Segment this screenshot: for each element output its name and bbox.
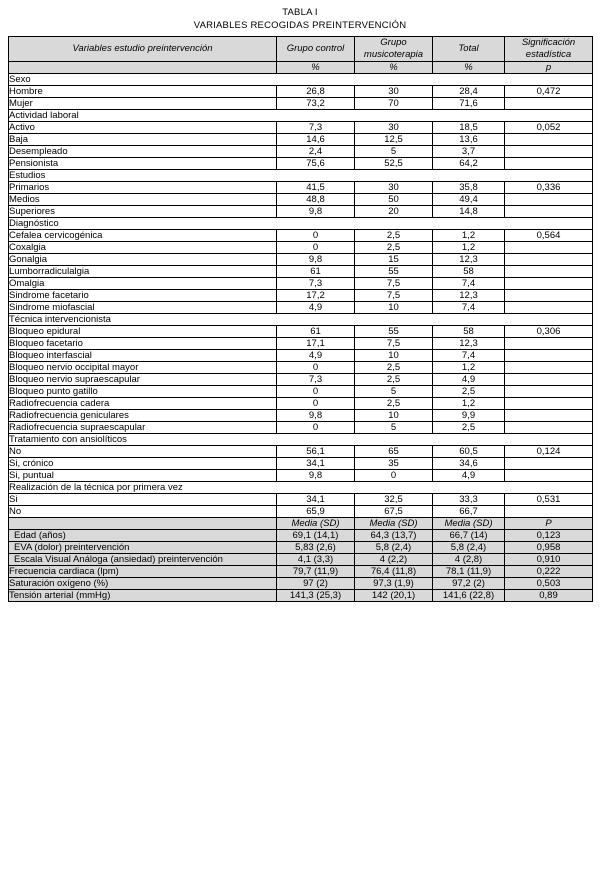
row-value-3 <box>505 338 593 350</box>
row-value-2: 66,7 <box>433 506 505 518</box>
row-value-2: 4,9 <box>433 374 505 386</box>
table-row <box>9 98 593 110</box>
row-value-2: 7,4 <box>433 278 505 290</box>
numeric-row-value-2: 78,1 (11,9) <box>433 566 505 578</box>
row-label: Superiores <box>9 206 277 218</box>
row-value-3 <box>505 98 593 110</box>
numeric-row-value-0: 97 (2) <box>277 578 355 590</box>
row-value-3 <box>505 242 593 254</box>
row-value-3 <box>505 266 593 278</box>
table-row <box>9 326 593 338</box>
table-row <box>9 338 593 350</box>
row-value-0: 65,9 <box>277 506 355 518</box>
row-value-2: 14,8 <box>433 206 505 218</box>
section-row <box>9 218 593 230</box>
row-value-1: 12,5 <box>355 134 433 146</box>
row-value-3: 0,531 <box>505 494 593 506</box>
row-label: Radiofrecuencia supraescapular <box>9 422 277 434</box>
row-value-1: 2,5 <box>355 374 433 386</box>
section-title: Realización de la técnica por primera vez <box>9 482 593 494</box>
row-label: Coxalgia <box>9 242 277 254</box>
row-value-3: 0,564 <box>505 230 593 242</box>
table-title-block <box>8 6 592 32</box>
table-row <box>9 122 593 134</box>
row-value-3 <box>505 458 593 470</box>
header-cell-grupo-control: Grupo control <box>277 37 355 62</box>
table-row <box>9 266 593 278</box>
numeric-row-value-2: 5,8 (2,4) <box>433 542 505 554</box>
row-value-1: 70 <box>355 98 433 110</box>
table-row <box>9 206 593 218</box>
row-value-0: 9,8 <box>277 410 355 422</box>
row-value-3: 0,124 <box>505 446 593 458</box>
row-value-2: 58 <box>433 326 505 338</box>
subheader-cell-pct-total: % <box>433 62 505 74</box>
row-value-1: 7,5 <box>355 278 433 290</box>
row-value-0: 26,8 <box>277 86 355 98</box>
row-label: Si <box>9 494 277 506</box>
row-value-2: 12,3 <box>433 338 505 350</box>
row-value-0: 7,3 <box>277 278 355 290</box>
row-value-2: 4,9 <box>433 470 505 482</box>
data-table <box>8 36 593 602</box>
row-label: Omalgia <box>9 278 277 290</box>
row-value-2: 1,2 <box>433 398 505 410</box>
row-label: Mujer <box>9 98 277 110</box>
row-value-0: 34,1 <box>277 494 355 506</box>
table-row <box>9 350 593 362</box>
header-cell-significacion: Significación estadística <box>505 37 593 62</box>
numeric-row <box>9 566 593 578</box>
row-value-1: 65 <box>355 446 433 458</box>
media-header-blank <box>9 518 277 530</box>
row-label: Medios <box>9 194 277 206</box>
table-row <box>9 158 593 170</box>
row-value-3 <box>505 134 593 146</box>
table-title: VARIABLES RECOGIDAS PREINTERVENCIÓN <box>193 20 407 31</box>
row-value-1: 52,5 <box>355 158 433 170</box>
row-value-2: 35,8 <box>433 182 505 194</box>
row-value-0: 17,2 <box>277 290 355 302</box>
numeric-row-label: EVA (dolor) preintervención <box>9 542 277 554</box>
row-label: Sindrome miofascial <box>9 302 277 314</box>
table-row <box>9 86 593 98</box>
row-label: Radiofrecuencia cadera <box>9 398 277 410</box>
row-value-3 <box>505 386 593 398</box>
row-label: Bloqueo facetario <box>9 338 277 350</box>
row-value-3: 0,472 <box>505 86 593 98</box>
row-value-2: 2,5 <box>433 422 505 434</box>
numeric-row-label: Edad (años) <box>9 530 277 542</box>
row-value-2: 18,5 <box>433 122 505 134</box>
row-value-0: 48,8 <box>277 194 355 206</box>
section-row <box>9 434 593 446</box>
numeric-row-value-1: 76,4 (11,8) <box>355 566 433 578</box>
row-label: Bloqueo epidural <box>9 326 277 338</box>
row-value-1: 2,5 <box>355 242 433 254</box>
numeric-row-value-0: 69,1 (14,1) <box>277 530 355 542</box>
row-value-1: 55 <box>355 326 433 338</box>
subheader-cell-pct-control: % <box>277 62 355 74</box>
row-value-1: 7,5 <box>355 338 433 350</box>
numeric-row-value-1: 64,3 (13,7) <box>355 530 433 542</box>
row-value-1: 5 <box>355 146 433 158</box>
row-value-1: 15 <box>355 254 433 266</box>
row-value-1: 30 <box>355 86 433 98</box>
row-value-2: 34,6 <box>433 458 505 470</box>
numeric-row-value-3: 0,910 <box>505 554 593 566</box>
row-value-1: 32,5 <box>355 494 433 506</box>
row-value-2: 71,6 <box>433 98 505 110</box>
section-title: Estudios <box>9 170 593 182</box>
row-value-1: 5 <box>355 386 433 398</box>
table-row <box>9 494 593 506</box>
row-label: Bloqueo nervio occipital mayor <box>9 362 277 374</box>
row-label: Bloqueo interfascial <box>9 350 277 362</box>
section-title: Sexo <box>9 74 593 86</box>
row-value-3 <box>505 374 593 386</box>
row-value-0: 17,1 <box>277 338 355 350</box>
numeric-row-value-2: 97,2 (2) <box>433 578 505 590</box>
numeric-row <box>9 530 593 542</box>
row-value-1: 2,5 <box>355 230 433 242</box>
row-value-1: 10 <box>355 410 433 422</box>
row-label: Gonalgia <box>9 254 277 266</box>
row-value-1: 55 <box>355 266 433 278</box>
row-value-1: 2,5 <box>355 362 433 374</box>
table-number: TABLA I <box>282 7 318 18</box>
numeric-row-value-0: 5,83 (2,6) <box>277 542 355 554</box>
row-value-0: 75,6 <box>277 158 355 170</box>
table-row <box>9 506 593 518</box>
table-row <box>9 194 593 206</box>
row-value-3: 0,052 <box>505 122 593 134</box>
subheader-cell-p: p <box>505 62 593 74</box>
row-value-1: 20 <box>355 206 433 218</box>
row-value-0: 0 <box>277 242 355 254</box>
table-row <box>9 470 593 482</box>
row-label: No <box>9 506 277 518</box>
row-value-2: 28,4 <box>433 86 505 98</box>
numeric-row-value-3: 0,503 <box>505 578 593 590</box>
numeric-row-value-1: 142 (20,1) <box>355 590 433 602</box>
media-header-2: Media (SD) <box>433 518 505 530</box>
numeric-row-value-1: 4 (2,2) <box>355 554 433 566</box>
numeric-row <box>9 554 593 566</box>
section-title: Tratamiento con ansiolíticos <box>9 434 593 446</box>
table-header-row <box>9 37 593 62</box>
row-value-1: 2,5 <box>355 398 433 410</box>
row-value-3 <box>505 194 593 206</box>
row-value-1: 30 <box>355 122 433 134</box>
row-value-3 <box>505 302 593 314</box>
row-value-0: 0 <box>277 422 355 434</box>
numeric-row <box>9 578 593 590</box>
row-value-2: 12,3 <box>433 254 505 266</box>
row-value-3 <box>505 290 593 302</box>
row-value-3 <box>505 278 593 290</box>
section-row <box>9 314 593 326</box>
row-value-0: 7,3 <box>277 374 355 386</box>
table-row <box>9 446 593 458</box>
header-cell-total: Total <box>433 37 505 62</box>
section-title: Técnica intervencionista <box>9 314 593 326</box>
row-value-2: 2,5 <box>433 386 505 398</box>
row-value-2: 7,4 <box>433 302 505 314</box>
numeric-row-value-0: 79,7 (11,9) <box>277 566 355 578</box>
row-value-0: 14,6 <box>277 134 355 146</box>
row-value-0: 9,8 <box>277 470 355 482</box>
section-title: Diagnóstico <box>9 218 593 230</box>
row-value-2: 58 <box>433 266 505 278</box>
numeric-row-value-0: 141,3 (25,3) <box>277 590 355 602</box>
row-label: Si, puntual <box>9 470 277 482</box>
row-value-3 <box>505 254 593 266</box>
row-value-3 <box>505 206 593 218</box>
row-value-2: 49,4 <box>433 194 505 206</box>
row-value-3 <box>505 146 593 158</box>
row-label: Baja <box>9 134 277 146</box>
row-value-1: 67,5 <box>355 506 433 518</box>
row-label: Sindrome facetario <box>9 290 277 302</box>
numeric-row-value-2: 66,7 (14) <box>433 530 505 542</box>
numeric-row-value-0: 4,1 (3,3) <box>277 554 355 566</box>
table-row <box>9 254 593 266</box>
row-label: Lumborradiculalgia <box>9 266 277 278</box>
row-value-0: 0 <box>277 230 355 242</box>
media-header-0: Media (SD) <box>277 518 355 530</box>
table-row <box>9 374 593 386</box>
row-value-0: 0 <box>277 386 355 398</box>
numeric-row-value-1: 97,3 (1,9) <box>355 578 433 590</box>
numeric-row-value-3: 0,958 <box>505 542 593 554</box>
table-row <box>9 242 593 254</box>
row-value-2: 7,4 <box>433 350 505 362</box>
table-row <box>9 410 593 422</box>
table-row <box>9 290 593 302</box>
row-label: Activo <box>9 122 277 134</box>
row-value-0: 41,5 <box>277 182 355 194</box>
row-value-1: 0 <box>355 470 433 482</box>
header-cell-variables: Variables estudio preintervención <box>9 37 277 62</box>
row-value-2: 3,7 <box>433 146 505 158</box>
section-row <box>9 170 593 182</box>
row-value-3 <box>505 410 593 422</box>
row-value-2: 1,2 <box>433 242 505 254</box>
row-value-0: 2,4 <box>277 146 355 158</box>
subheader-cell-blank <box>9 62 277 74</box>
table-row <box>9 182 593 194</box>
numeric-row-label: Escala Visual Análoga (ansiedad) preintervención <box>9 554 277 566</box>
row-label: Bloqueo nervio supraescapular <box>9 374 277 386</box>
row-value-0: 61 <box>277 266 355 278</box>
row-label: Hombre <box>9 86 277 98</box>
row-value-2: 12,3 <box>433 290 505 302</box>
numeric-row-value-1: 5,8 (2,4) <box>355 542 433 554</box>
row-value-1: 7,5 <box>355 290 433 302</box>
row-label: Primarios <box>9 182 277 194</box>
row-label: Cefalea cervicogénica <box>9 230 277 242</box>
row-value-0: 9,8 <box>277 254 355 266</box>
subheader-cell-pct-musicoterapia: % <box>355 62 433 74</box>
row-value-0: 56,1 <box>277 446 355 458</box>
table-row <box>9 134 593 146</box>
numeric-row-value-2: 4 (2,8) <box>433 554 505 566</box>
row-value-3 <box>505 362 593 374</box>
row-value-0: 61 <box>277 326 355 338</box>
table-body <box>9 37 593 602</box>
row-label: No <box>9 446 277 458</box>
row-value-0: 0 <box>277 398 355 410</box>
row-label: Desempleado <box>9 146 277 158</box>
row-value-1: 50 <box>355 194 433 206</box>
row-value-3 <box>505 158 593 170</box>
numeric-row-value-3: 0,222 <box>505 566 593 578</box>
row-value-3 <box>505 398 593 410</box>
table-row <box>9 398 593 410</box>
table-row <box>9 422 593 434</box>
numeric-row-label: Frecuencia cardiaca (lpm) <box>9 566 277 578</box>
table-row <box>9 458 593 470</box>
row-value-2: 33,3 <box>433 494 505 506</box>
table-row <box>9 362 593 374</box>
header-cell-grupo-musicoterapia: Grupo musicoterapia <box>355 37 433 62</box>
row-value-1: 5 <box>355 422 433 434</box>
row-value-2: 1,2 <box>433 362 505 374</box>
numeric-row-value-2: 141,6 (22,8) <box>433 590 505 602</box>
row-value-0: 7,3 <box>277 122 355 134</box>
row-label: Radiofrecuencia geniculares <box>9 410 277 422</box>
numeric-row-label: Tensión arterial (mmHg) <box>9 590 277 602</box>
numeric-row-label: Saturación oxígeno (%) <box>9 578 277 590</box>
table-row <box>9 386 593 398</box>
row-label: Bloqueo punto gatillo <box>9 386 277 398</box>
row-value-2: 9,9 <box>433 410 505 422</box>
row-value-1: 35 <box>355 458 433 470</box>
row-label: Si, crónico <box>9 458 277 470</box>
row-value-0: 4,9 <box>277 350 355 362</box>
section-row <box>9 482 593 494</box>
section-title: Actividad laboral <box>9 110 593 122</box>
row-value-0: 0 <box>277 362 355 374</box>
row-value-2: 64,2 <box>433 158 505 170</box>
numeric-row-value-3: 0,123 <box>505 530 593 542</box>
row-value-3 <box>505 506 593 518</box>
row-value-1: 30 <box>355 182 433 194</box>
row-value-0: 73,2 <box>277 98 355 110</box>
row-value-2: 1,2 <box>433 230 505 242</box>
section-row <box>9 74 593 86</box>
row-value-3: 0,306 <box>505 326 593 338</box>
row-value-0: 9,8 <box>277 206 355 218</box>
numeric-row <box>9 542 593 554</box>
row-value-3: 0,336 <box>505 182 593 194</box>
row-value-0: 4,9 <box>277 302 355 314</box>
row-value-0: 34,1 <box>277 458 355 470</box>
row-value-1: 10 <box>355 350 433 362</box>
row-value-3 <box>505 350 593 362</box>
media-header-row <box>9 518 593 530</box>
media-header-1: Media (SD) <box>355 518 433 530</box>
table-row <box>9 278 593 290</box>
row-value-3 <box>505 422 593 434</box>
numeric-row <box>9 590 593 602</box>
row-value-1: 10 <box>355 302 433 314</box>
row-label: Pensionista <box>9 158 277 170</box>
row-value-2: 60,5 <box>433 446 505 458</box>
table-row <box>9 230 593 242</box>
table-subheader-row <box>9 62 593 74</box>
table-row <box>9 146 593 158</box>
table-row <box>9 302 593 314</box>
media-header-3: P <box>505 518 593 530</box>
section-row <box>9 110 593 122</box>
row-value-2: 13,6 <box>433 134 505 146</box>
row-value-3 <box>505 470 593 482</box>
numeric-row-value-3: 0,89 <box>505 590 593 602</box>
